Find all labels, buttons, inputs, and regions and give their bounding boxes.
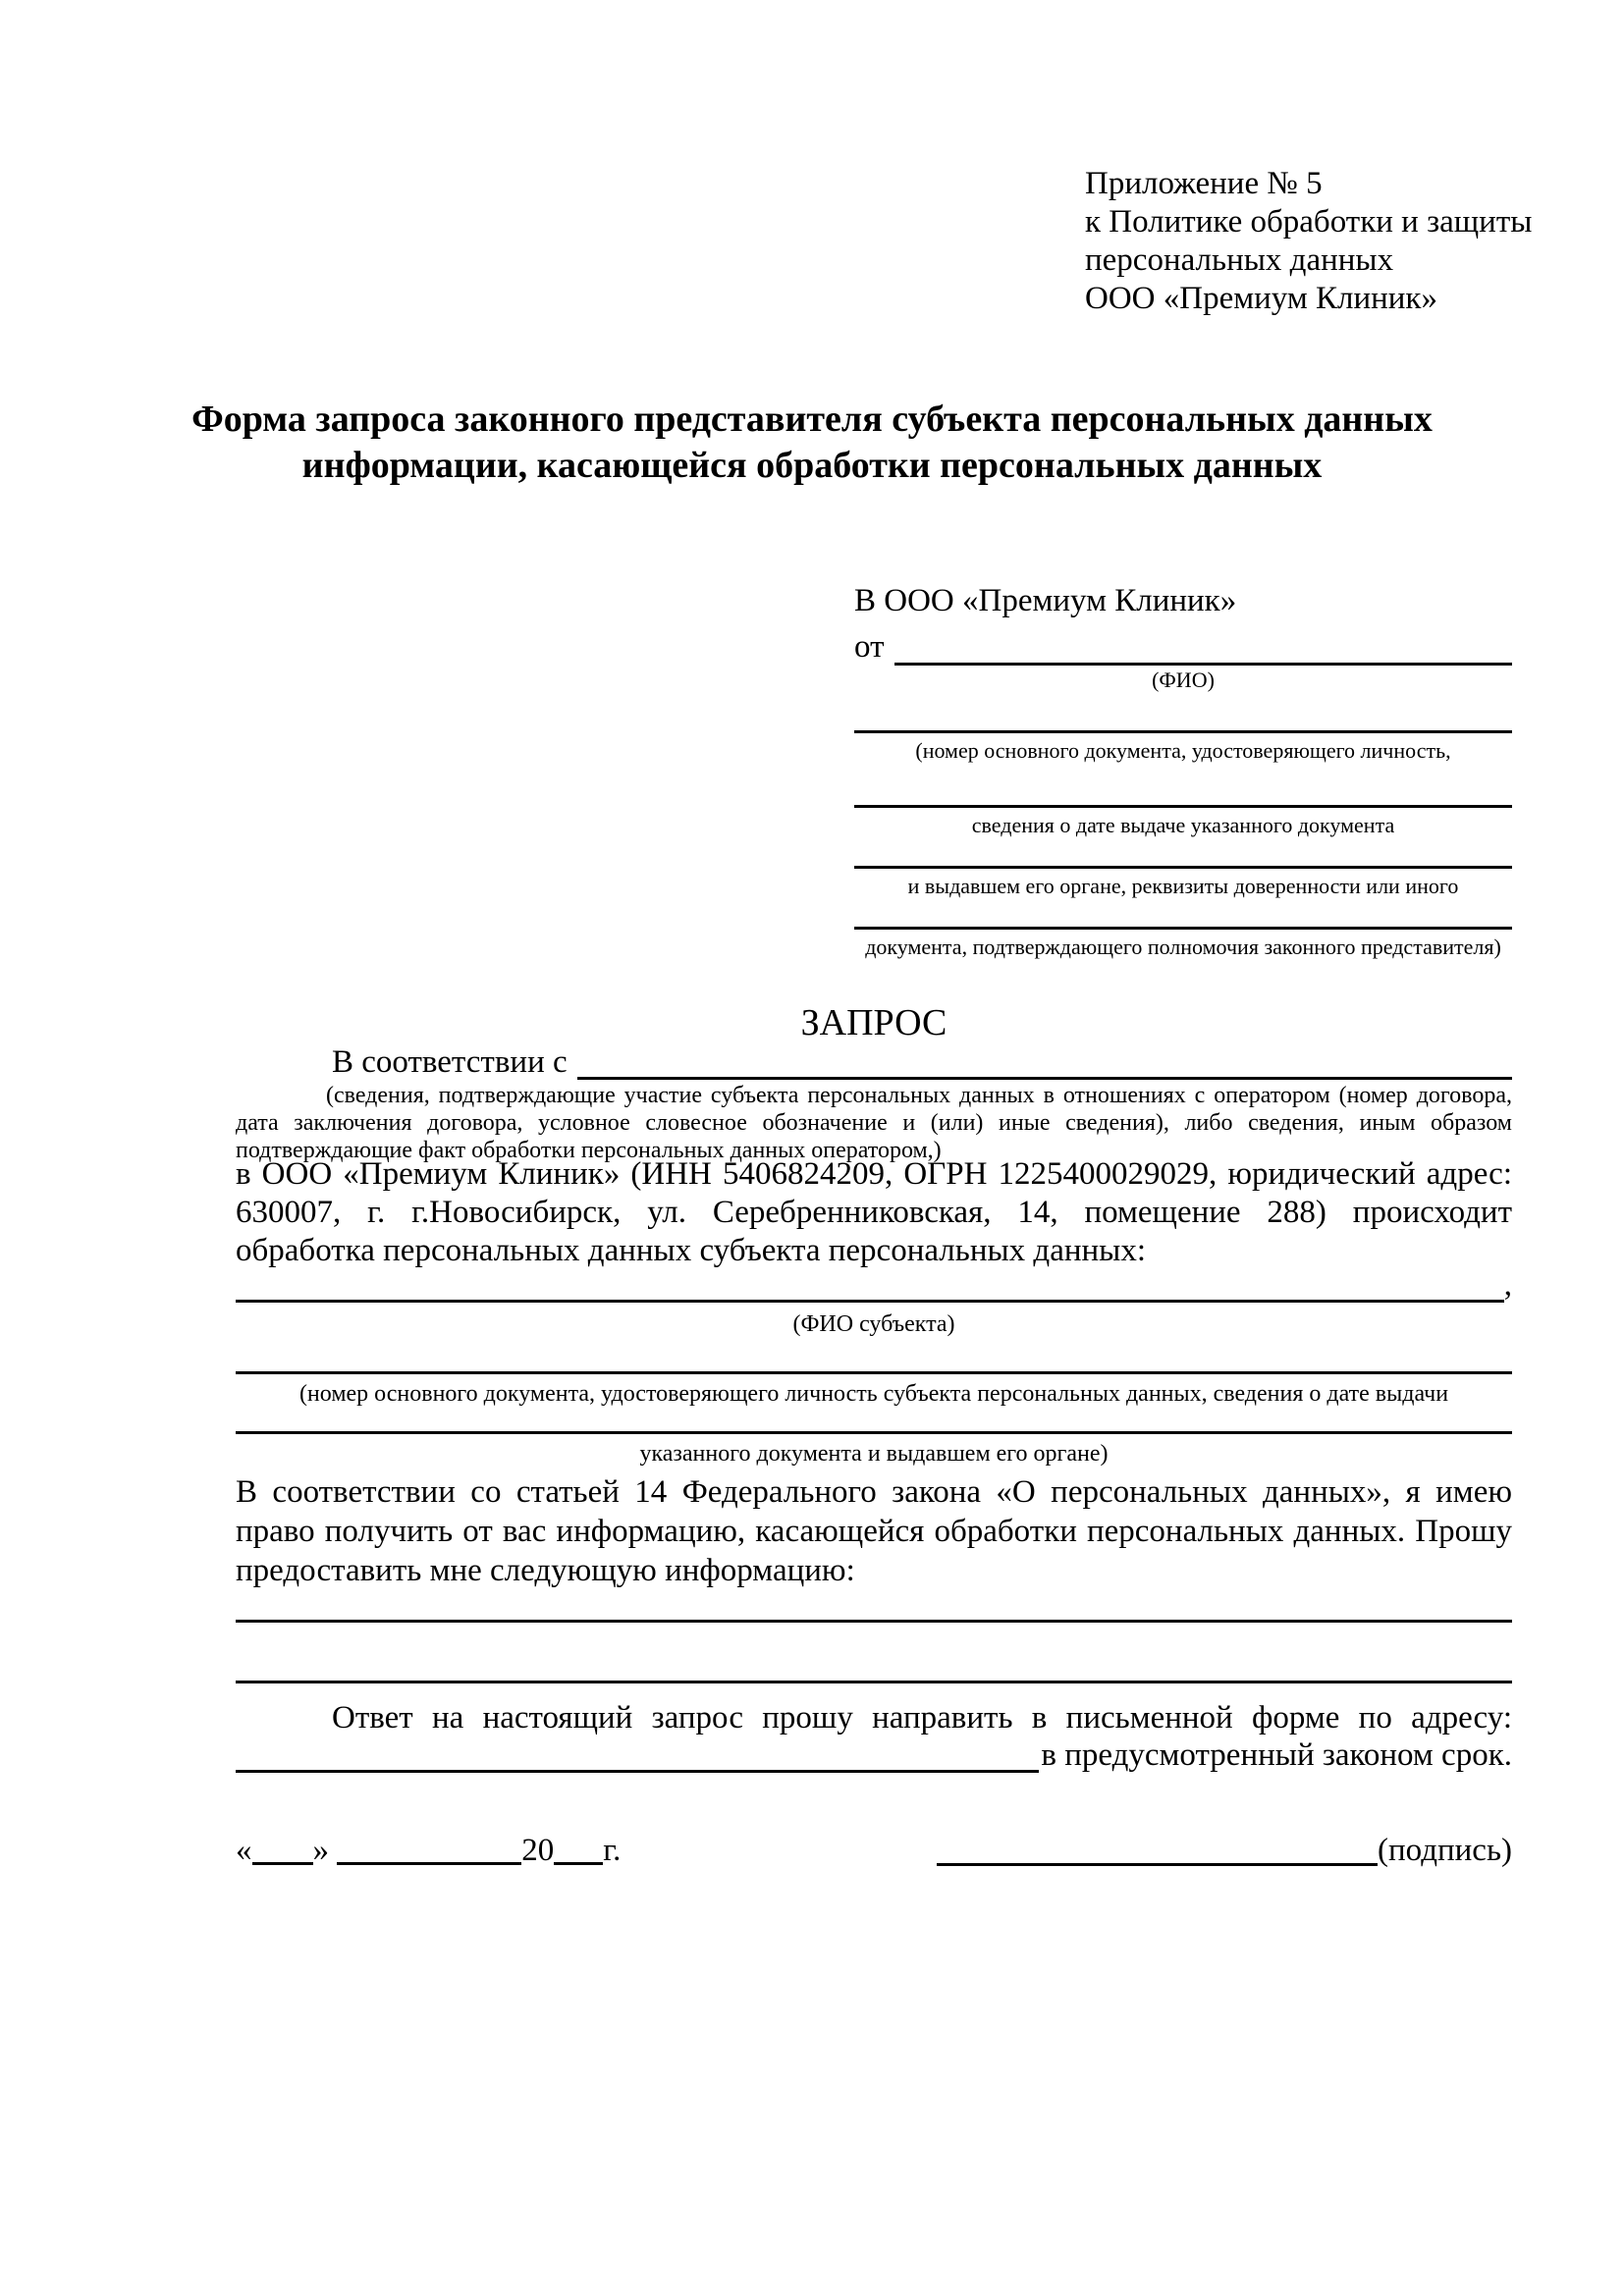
representative-doc-caption-3: и выдавшем его органе, реквизиты доверенности или иного xyxy=(907,874,1459,898)
subject-fio-line xyxy=(236,1267,1512,1303)
date-open-quote: « xyxy=(236,1833,252,1868)
footer-row xyxy=(236,1832,1512,1870)
title-line-1: Форма запроса законного представителя субъекта персональных данных xyxy=(191,399,1433,440)
from-label: от xyxy=(854,629,885,665)
appendix-line-1: Приложение № 5 xyxy=(1085,166,1323,201)
answer-address-line xyxy=(236,1737,1512,1773)
signature-field xyxy=(937,1832,1512,1870)
date-field xyxy=(236,1832,621,1870)
subject-fio-blank-line xyxy=(236,1267,1504,1303)
representative-doc-caption-1: (номер основного документа, удостоверяющего личность, xyxy=(915,738,1451,763)
law-paragraph: В соответствии со статьей 14 Федерального закона «О персональных данных», я имею право получить от вас информацию, касающейся обработки персональных данных. Прошу предоставить мне следующую информацию: xyxy=(236,1474,1512,1588)
from-field xyxy=(854,628,1512,666)
representative-doc-blank-line-4 xyxy=(854,927,1512,930)
information-blank-line-1 xyxy=(236,1620,1512,1623)
representative-doc-blank-line-2 xyxy=(854,805,1512,808)
date-month-blank xyxy=(337,1862,521,1865)
document-title xyxy=(174,397,1450,489)
subject-doc-caption-1: (номер основного документа, удостоверяющего личность субъекта персональных данных, сведения о дате выдачи xyxy=(298,1381,1449,1407)
information-blank-line-2 xyxy=(236,1681,1512,1683)
from-blank-line xyxy=(894,628,1513,666)
addressee-to: В ООО «Премиум Клиник» xyxy=(854,583,1237,618)
intro-caption: (сведения, подтверждающие участие субъекта персональных данных в отношениях с оператором (номер договора, дата заключения договора, условное словесное обозначение и (или) иные сведения), либо сведения, иным образом подтверждающие факт обработки персональных данных оператором,) xyxy=(236,1083,1512,1163)
subject-doc-blank-line-1 xyxy=(236,1371,1512,1374)
fio-caption: (ФИО) xyxy=(1152,667,1215,692)
appendix-block xyxy=(1085,165,1532,318)
subject-fio-comma: , xyxy=(1503,1267,1512,1303)
request-heading: ЗАПРОС xyxy=(800,1002,947,1043)
representative-doc-caption-2: сведения о дате выдаче указанного документа xyxy=(971,813,1395,837)
addressee-block xyxy=(854,582,1512,960)
representative-doc-caption-4: документа, подтверждающего полномочия законного представителя) xyxy=(865,934,1501,959)
signature-blank-line xyxy=(937,1832,1378,1866)
date-year-prefix: 20 xyxy=(521,1833,555,1868)
date-year-suffix: г. xyxy=(603,1833,622,1868)
representative-doc-blank-line-3 xyxy=(854,866,1512,869)
answer-paragraph: Ответ на настоящий запрос прошу направить в письменной форме по адресу: xyxy=(332,1700,1512,1735)
subject-doc-caption-2: указанного документа и выдавшем его органе) xyxy=(639,1441,1109,1467)
intro-line xyxy=(236,1044,1512,1080)
date-day-blank xyxy=(252,1862,313,1865)
signature-caption: (подпись) xyxy=(1378,1833,1512,1868)
answer-address-blank-line xyxy=(236,1737,1039,1773)
subject-doc-blank-line-2 xyxy=(236,1431,1512,1434)
date-year-blank xyxy=(554,1862,603,1865)
intro-prefix: В соответствии с xyxy=(332,1044,568,1080)
title-line-2: информации, касающейся обработки персональных данных xyxy=(301,445,1323,486)
intro-blank-line xyxy=(577,1044,1512,1080)
answer-suffix: в предусмотренный законом срок. xyxy=(1041,1737,1512,1773)
operator-paragraph: в ООО «Премиум Клиник» (ИНН 5406824209, ОГРН 1225400029029, юридический адрес: 630007, г. г.Новосибирск, ул. Серебренниковская, 14, помещение 288) происходит обработка персональных данных субъекта персональных данных: xyxy=(236,1156,1512,1268)
appendix-line-4: ООО «Премиум Клиник» xyxy=(1085,281,1437,316)
appendix-line-3: персональных данных xyxy=(1085,242,1394,278)
representative-doc-blank-line-1 xyxy=(854,730,1512,733)
date-close-quote: » xyxy=(312,1833,329,1868)
subject-fio-caption: (ФИО субъекта) xyxy=(792,1311,955,1337)
appendix-line-2: к Политике обработки и защиты xyxy=(1085,204,1533,240)
